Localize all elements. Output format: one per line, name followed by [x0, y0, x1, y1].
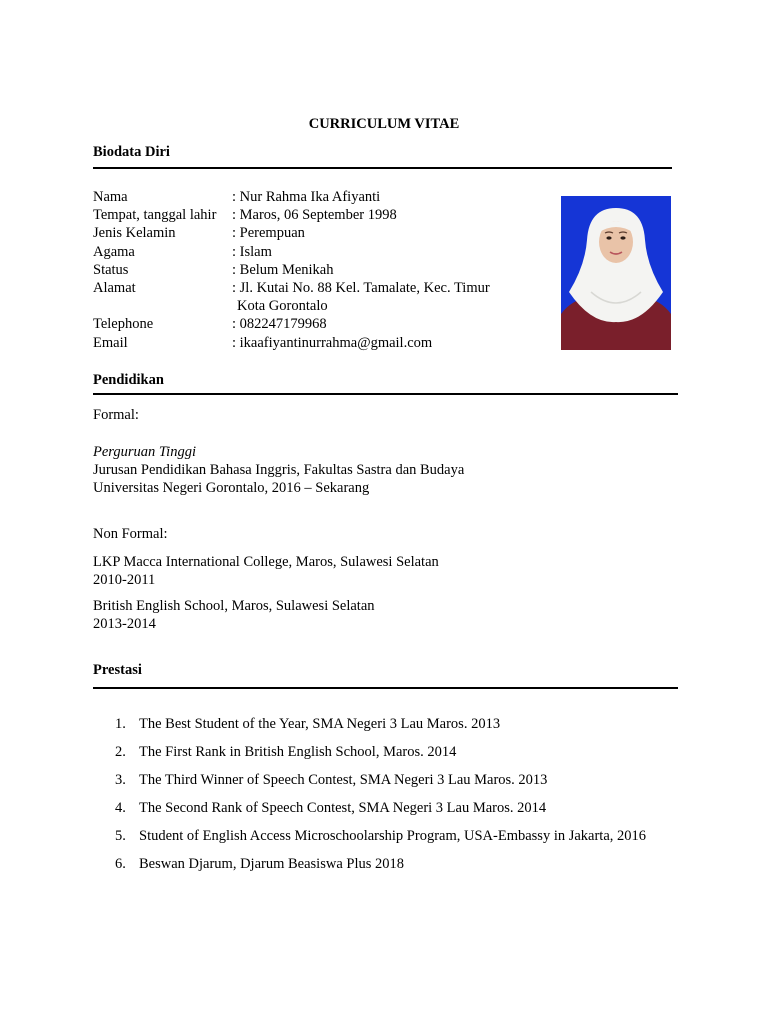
bio-label: Nama: [93, 189, 128, 205]
biodata-heading: Biodata Diri: [93, 144, 170, 160]
achievements-list: [93, 715, 683, 883]
list-item: [93, 855, 683, 873]
biodata-table: [93, 188, 490, 352]
bio-row-name: [93, 188, 490, 206]
bio-row-gender: [93, 224, 490, 242]
list-text: The Best Student of the Year, SMA Negeri 3 Lau Maros. 2013: [139, 716, 501, 732]
list-item: [93, 771, 683, 789]
bio-value: : ikaafiyantinurrahma@gmail.com: [232, 334, 433, 351]
nonformal-years-2: 2013-2014: [93, 616, 156, 632]
bio-row-religion: [93, 243, 490, 261]
list-number: 1.: [115, 716, 126, 732]
formal-line-1: Jurusan Pendidikan Bahasa Inggris, Fakultas Sastra dan Budaya: [93, 462, 465, 478]
list-text: The Third Winner of Speech Contest, SMA Negeri 3 Lau Maros. 2013: [139, 772, 548, 788]
bio-value: : Maros, 06 September 1998: [232, 207, 397, 224]
list-number: 6.: [115, 856, 126, 872]
bio-value: : Perempuan: [232, 225, 305, 242]
bio-label: Telephone: [93, 316, 154, 333]
bio-row-phone: [93, 315, 490, 333]
bio-value: : Nur Rahma Ika Afiyanti: [232, 189, 381, 205]
achievements-divider: [93, 687, 678, 689]
bio-row-address-cont: [93, 297, 490, 315]
list-text: Student of English Access Microschoolarship Program, USA-Embassy in Jakarta, 2016: [139, 828, 647, 844]
list-text: The Second Rank of Speech Contest, SMA Negeri 3 Lau Maros. 2014: [139, 800, 547, 816]
education-divider: [93, 393, 678, 395]
list-number: 4.: [115, 800, 126, 816]
bio-row-status: [93, 261, 490, 279]
bio-row-birth: [93, 206, 490, 224]
education-heading: Pendidikan: [93, 372, 164, 388]
bio-label: Email: [93, 334, 128, 351]
biodata-divider: [93, 167, 672, 169]
bio-value: : 082247179968: [232, 316, 327, 333]
profile-photo: [561, 196, 671, 350]
list-number: 3.: [115, 772, 126, 788]
document-title: CURRICULUM VITAE: [308, 116, 460, 132]
bio-label: Tempat, tanggal lahir: [93, 207, 217, 224]
achievements-heading: Prestasi: [93, 662, 142, 678]
list-number: 5.: [115, 828, 126, 844]
bio-label: Status: [93, 261, 129, 278]
bio-row-email: [93, 334, 490, 352]
bio-label: Alamat: [93, 279, 136, 296]
formal-type: Perguruan Tinggi: [93, 444, 196, 460]
bio-value: : Belum Menikah: [232, 261, 334, 278]
list-item: [93, 743, 683, 761]
formal-label: Formal:: [93, 407, 139, 423]
list-text: Beswan Djarum, Djarum Beasiswa Plus 2018: [139, 856, 404, 872]
nonformal-name-2: British English School, Maros, Sulawesi Selatan: [93, 598, 375, 614]
formal-line-2: Universitas Negeri Gorontalo, 2016 – Sekarang: [93, 480, 370, 496]
portrait-image: [561, 196, 671, 350]
nonformal-years-1: 2010-2011: [93, 572, 156, 588]
bio-row-address: [93, 279, 490, 297]
bio-address-continued: Kota Gorontalo: [237, 298, 328, 315]
nonformal-name-1: LKP Macca International College, Maros, Sulawesi Selatan: [93, 554, 439, 570]
bio-value: : Islam: [232, 243, 272, 260]
bio-label: Jenis Kelamin: [93, 225, 176, 242]
list-item: [93, 715, 683, 733]
list-item: [93, 827, 683, 845]
list-text: The First Rank in British English School, Maros. 2014: [139, 744, 457, 760]
nonformal-label: Non Formal:: [93, 526, 168, 542]
bio-label: Agama: [93, 243, 135, 260]
list-item: [93, 799, 683, 817]
bio-value: : Jl. Kutai No. 88 Kel. Tamalate, Kec. Timur: [232, 279, 490, 296]
list-number: 2.: [115, 744, 126, 760]
